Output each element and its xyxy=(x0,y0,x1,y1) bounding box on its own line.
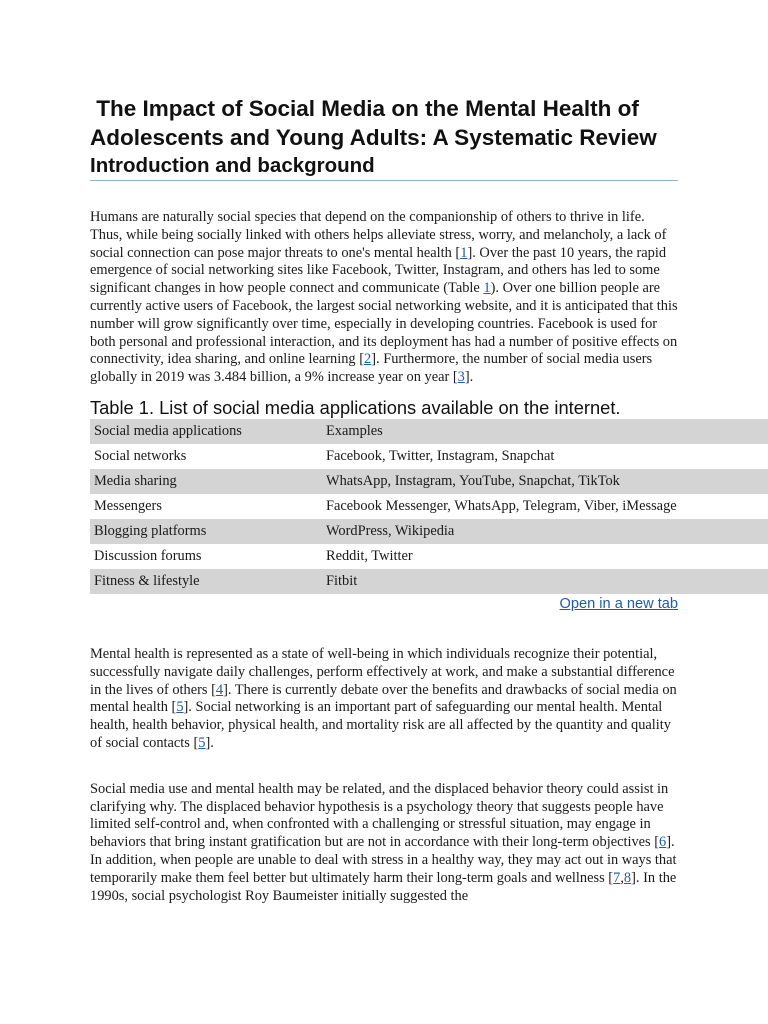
table-cell-examples: Facebook, Twitter, Instagram, Snapchat xyxy=(326,447,555,464)
table-cell-examples: WordPress, Wikipedia xyxy=(322,519,768,544)
article-title xyxy=(90,94,678,152)
table-row xyxy=(90,444,768,469)
table-row xyxy=(90,569,768,594)
table-1-link[interactable]: 1 xyxy=(483,280,491,297)
text-segment: ]. xyxy=(205,734,214,751)
text-segment: ]. Social networking is an important part of safeguarding our mental health. Mental health, health behavior, physical health, and mortality risk are all affected by the quantity and quality of social contacts [ xyxy=(90,699,671,751)
table-cell-examples: Reddit, Twitter xyxy=(326,547,413,564)
text-segment: Social media use and mental health may be related, and the displaced behavior theory could assist in clarifying why. The displaced behavior hypothesis is a psychology theory that suggests people have limited self-control and, when confronted with a challenging or stressful situation, may engage in behaviors that bring instant gratification but are not in accordance with their long-term objectives [ xyxy=(90,780,669,851)
section-heading: Introduction and background xyxy=(90,152,678,181)
text-segment: ]. There is currently debate over the benefits and drawbacks of social media on mental health [ xyxy=(90,681,677,716)
table-row xyxy=(90,494,768,519)
text-segment: ]. In addition, when people are unable to deal with stress in a healthy way, they may act out in ways that temporarily make them feel better but ultimately harm their long-term goals and wellness [ xyxy=(90,834,677,886)
title-line-2: Adolescents and Young Adults: A Systematic Review xyxy=(90,125,657,150)
citation-link-6[interactable]: 6 xyxy=(659,834,667,851)
text-segment: ]. Furthermore, the number of social media users globally in 2019 was 3.484 billion, a 9% increase year on year [ xyxy=(90,351,653,386)
text-segment: , xyxy=(620,869,624,886)
text-segment: ]. Over the past 10 years, the rapid emergence of social networking sites like Facebook, Twitter, Instagram, and others has led to some significant changes in how people connect and communicate (Table xyxy=(90,244,667,297)
paragraph-introduction xyxy=(90,209,678,387)
citation-link-1[interactable]: 1 xyxy=(460,244,468,261)
text-segment: Humans are naturally social species that depend on the companionship of others to thrive in life. Thus, while being socially linked with others helps alleviate stress, worry, and melancholy, a lack of social connection can pose major threats to one's mental health [ xyxy=(90,209,667,261)
citation-link-5b[interactable]: 5 xyxy=(198,734,206,751)
table-row xyxy=(90,544,768,569)
title-line-1: The Impact of Social Media on the Mental Health of xyxy=(90,96,639,121)
table-cell-category: Social networks xyxy=(94,447,187,464)
table-row xyxy=(90,469,768,494)
article-page xyxy=(90,94,678,905)
citation-link-7[interactable]: 7 xyxy=(613,869,621,886)
table-header-cell: Examples xyxy=(322,419,768,444)
table-cell-category: Media sharing xyxy=(90,469,322,494)
table-cell-category: Discussion forums xyxy=(94,547,202,564)
table-cell-examples: WhatsApp, Instagram, YouTube, Snapchat, TikTok xyxy=(322,469,768,494)
table-header-row xyxy=(90,419,768,444)
table-row xyxy=(90,519,768,544)
table-cell-examples: Fitbit xyxy=(322,569,768,594)
table-caption: Table 1. List of social media applications available on the internet. xyxy=(90,396,621,418)
citation-link-8[interactable]: 8 xyxy=(623,869,632,886)
table-cell-category: Messengers xyxy=(94,497,162,514)
citation-link-4[interactable]: 4 xyxy=(215,681,224,698)
citation-link-3[interactable]: 3 xyxy=(457,369,465,386)
text-segment: ). Over one billion people are currently active users of Facebook, the largest social networking website, and it is anticipated that this number will grow significantly over time, especially in developing countries. Facebook is used for both personal and professional interaction, and its deployment has had a number of positive effects on connectivity, idea sharing, and online learning [ xyxy=(90,280,678,368)
table-cell-examples: Facebook Messenger, WhatsApp, Telegram, Viber, iMessage xyxy=(326,497,677,514)
table-header-cell: Social media applications xyxy=(90,419,322,444)
text-segment: ]. In the 1990s, social psychologist Roy Baumeister initially suggested the xyxy=(90,869,677,904)
text-segment: Mental health is represented as a state of well-being in which individuals recognize their potential, successfully navigate daily challenges, perform effectively at work, and make a substantial difference in the lives of others [ xyxy=(90,645,675,698)
citation-link-2[interactable]: 2 xyxy=(364,351,372,368)
paragraph-mental-health xyxy=(90,646,678,753)
table-cell-category: Blogging platforms xyxy=(90,519,322,544)
social-media-table xyxy=(90,419,768,594)
open-tab-row xyxy=(90,595,678,617)
citation-link-5[interactable]: 5 xyxy=(176,699,184,716)
table-cell-category: Fitness & lifestyle xyxy=(90,569,322,594)
paragraph-displaced-behavior xyxy=(90,781,678,906)
text-segment: ]. xyxy=(464,369,474,386)
open-in-new-tab-link[interactable]: Open in a new tab xyxy=(559,595,678,612)
